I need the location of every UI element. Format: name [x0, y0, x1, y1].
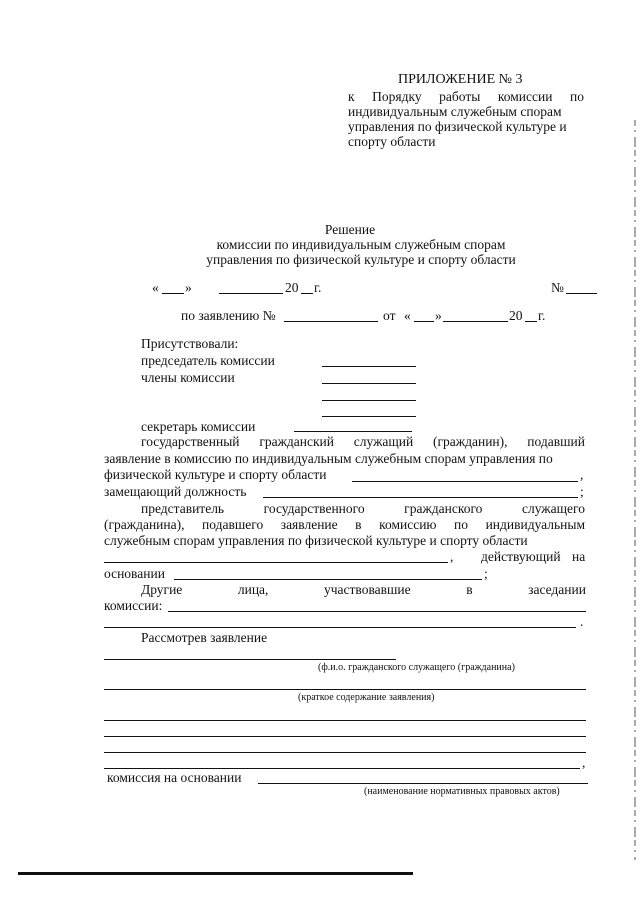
application-year-suffix: г.: [538, 308, 546, 323]
reviewed-label: Рассмотрев заявление: [141, 630, 268, 645]
others-line-1: [141, 582, 586, 598]
decision-title: Решение: [324, 222, 376, 237]
basis-label: основании: [104, 566, 165, 581]
date-year-field[interactable]: [301, 293, 313, 294]
representative-name-field[interactable]: [104, 562, 448, 563]
paragraph-1-line-1: [141, 434, 585, 450]
word: (гражданин),: [433, 434, 508, 449]
date-month-field[interactable]: [219, 293, 283, 294]
position-field[interactable]: [263, 497, 578, 498]
word: заявление: [280, 517, 338, 532]
annex-sub-word: по: [570, 89, 584, 104]
comma: ,: [582, 755, 586, 770]
application-month-field[interactable]: [443, 321, 508, 322]
semicolon: ;: [484, 566, 488, 581]
word: гражданский: [259, 434, 335, 449]
paragraph-2-line-3: служебным спорам управления по физической культуре и спорту области: [104, 533, 528, 548]
annex-sub-word: к: [348, 89, 355, 104]
annex-sub-word: работы: [439, 89, 481, 104]
date-year-suffix: г.: [314, 280, 322, 295]
position-label: замещающий должность: [104, 484, 247, 499]
word: лица,: [237, 582, 269, 597]
comma: ,: [580, 467, 584, 482]
others-field[interactable]: [168, 611, 586, 612]
secretary-name-field[interactable]: [294, 431, 412, 432]
commission-label: комиссии:: [104, 598, 163, 613]
basis-field[interactable]: [174, 579, 482, 580]
scan-edge-artifact: [633, 0, 637, 905]
word: комиссию: [379, 517, 437, 532]
secretary-label: секретарь комиссии: [141, 419, 256, 434]
decision-subtitle-1: комиссии по индивидуальным служебным спорам: [216, 237, 506, 252]
word: индивидуальным: [485, 517, 585, 532]
member-name-field[interactable]: [322, 416, 416, 417]
date-day-field[interactable]: [162, 293, 184, 294]
paragraph-2-line-2: [104, 517, 585, 533]
application-year-prefix: 20: [509, 308, 523, 323]
annex-subtitle-line-1: [348, 89, 584, 105]
on-label: на: [572, 549, 586, 564]
application-number-field[interactable]: [284, 321, 378, 322]
chair-name-field[interactable]: [322, 366, 416, 367]
annex-title: ПРИЛОЖЕНИЕ № 3: [398, 72, 523, 87]
period: .: [580, 614, 584, 629]
word: заседании: [528, 582, 586, 597]
word: подавшего: [202, 517, 264, 532]
summary-field[interactable]: [104, 689, 586, 690]
date-close-quote: »: [185, 280, 192, 295]
members-label: члены комиссии: [141, 370, 235, 385]
word: (гражданина),: [104, 517, 185, 532]
paragraph-1-line-2: заявление в комиссию по индивидуальным служебным спорам управления по: [104, 451, 553, 466]
word: государственный: [141, 434, 240, 449]
summary-line[interactable]: [104, 720, 586, 721]
application-year-field[interactable]: [525, 321, 537, 322]
annex-sub-word: комиссии: [497, 89, 553, 104]
application-number-label: по заявлению №: [181, 308, 276, 323]
word: участвовавшие: [323, 582, 411, 597]
word: Другие: [141, 582, 183, 597]
decision-subtitle-2: управления по физической культуре и спорту области: [206, 252, 516, 267]
word: подавший: [527, 434, 585, 449]
date-open-quote: «: [152, 280, 159, 295]
annex-subtitle-line-4: спорту области: [348, 134, 436, 149]
decision-number-label: №: [551, 280, 564, 295]
applicant-name-field[interactable]: [352, 481, 578, 482]
present-heading: Присутствовали:: [141, 336, 239, 351]
paragraph-2-line-1: [141, 501, 585, 517]
decision-number-field[interactable]: [566, 293, 597, 294]
word: представитель: [141, 501, 225, 516]
word: служащий: [353, 434, 414, 449]
comma: ,: [450, 549, 454, 564]
application-day-field[interactable]: [414, 321, 434, 322]
date-year-prefix: 20: [285, 280, 299, 295]
applicant-fio-field[interactable]: [104, 659, 396, 660]
member-name-field[interactable]: [322, 400, 416, 401]
summary-line[interactable]: [104, 736, 586, 737]
application-open-quote: «: [404, 308, 411, 323]
acting-label: действующий: [481, 549, 561, 564]
word: по: [454, 517, 469, 532]
legal-acts-field[interactable]: [258, 783, 588, 784]
semicolon: ;: [580, 484, 584, 499]
summary-line[interactable]: [104, 752, 586, 753]
paragraph-1-line-3: физической культуре и спорту области: [104, 467, 327, 482]
word: гражданского: [404, 501, 483, 516]
summary-caption: (краткое содержание заявления): [298, 692, 435, 703]
annex-sub-word: Порядку: [372, 89, 422, 104]
word: в: [466, 582, 473, 597]
chair-label: председатель комиссии: [141, 353, 275, 368]
scan-bottom-bar: [18, 872, 413, 875]
annex-subtitle-line-2: индивидуальным служебным спорам: [348, 104, 562, 119]
legal-acts-caption: (наименование нормативных правовых актов): [364, 786, 560, 797]
commission-basis-label: комиссия на основании: [107, 770, 242, 785]
fio-caption: (ф.и.о. гражданского служащего (гражданина): [318, 662, 515, 673]
word: служащего: [522, 501, 585, 516]
application-close-quote: »: [435, 308, 442, 323]
member-name-field[interactable]: [322, 383, 416, 384]
word: государственного: [263, 501, 365, 516]
word: в: [355, 517, 362, 532]
others-field-continued[interactable]: [104, 627, 576, 628]
summary-line[interactable]: [104, 768, 580, 769]
annex-subtitle-line-3: управления по физической культуре и: [348, 119, 567, 134]
application-from-label: от: [383, 308, 396, 323]
